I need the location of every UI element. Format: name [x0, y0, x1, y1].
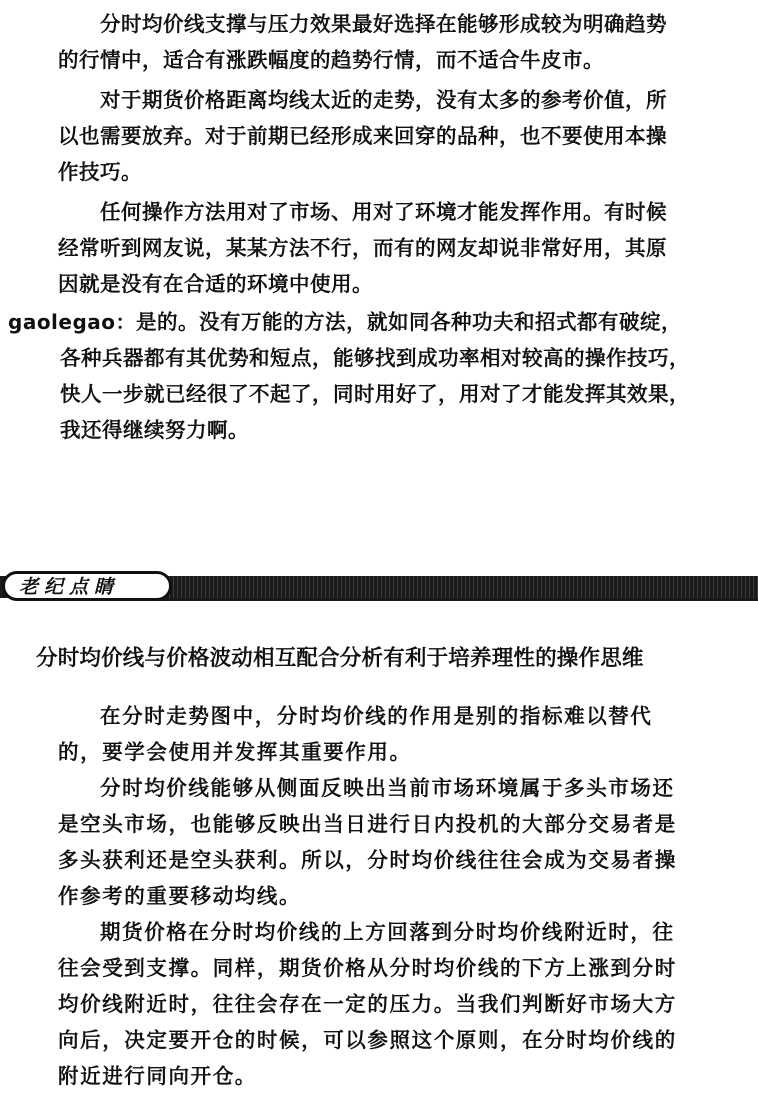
text-line: 往会受到支撑。同样，期货价格从分时均价线的下方上涨到分时 [58, 956, 677, 980]
text-line: 任何操作方法用对了市场、用对了环境才能发挥作用。有时候 [100, 200, 667, 224]
text-line: 多头获利还是空头获利。所以，分时均价线往往会成为交易者操 [58, 848, 677, 872]
text-line: 我还得继续努力啊。 [60, 418, 249, 442]
text-line: 是空头市场，也能够反映出当日进行日内投机的大部分交易者是 [58, 812, 677, 836]
text-line: 的，要学会使用并发挥其重要作用。 [58, 740, 412, 764]
text-line: 以也需要放弃。对于前期已经形成来回穿的品种，也不要使用本操 [58, 124, 667, 148]
text-line: 是的。没有万能的方法，就如同各种功夫和招式都有破绽， [136, 310, 683, 334]
banner-label-tag [2, 571, 172, 601]
speaker-name: gaolegao： [8, 310, 137, 334]
banner-striped-bar [150, 576, 758, 598]
text-line: 均价线附近时，往往会存在一定的压力。当我们判断好市场大方 [58, 992, 677, 1016]
paragraph-market-reflection [58, 770, 677, 914]
paragraph-irreplaceable [58, 698, 653, 770]
text-line: 对于期货价格距离均线太近的走势，没有太多的参考价值，所 [100, 88, 667, 112]
banner-label: 老纪点睛 [19, 576, 120, 598]
paragraph-right-environment [58, 194, 667, 302]
text-line: 作技巧。 [58, 160, 142, 184]
text-line: 分时均价线支撑与压力效果最好选择在能够形成较为明确趋势 [100, 12, 667, 36]
reply-first-line [8, 304, 690, 340]
paragraph-support-pressure [58, 6, 667, 78]
reply-gaolegao [8, 304, 690, 448]
text-line: 各种兵器都有其优势和短点，能够找到成功率相对较高的操作技巧， [60, 346, 690, 370]
section-banner [0, 567, 758, 609]
text-line: 快人一步就已经很了不起了，同时用好了，用对了才能发挥其效果， [60, 382, 690, 406]
text-line: 向后，决定要开仓的时候，可以参照这个原则，在分时均价线的 [58, 1028, 677, 1052]
text-line: 在分时走势图中，分时均价线的作用是别的指标难以替代 [100, 704, 653, 728]
section-heading: 分时均价线与价格波动相互配合分析有利于培养理性的操作思维 [36, 646, 644, 671]
text-line: 经常听到网友说，某某方法不行，而有的网友却说非常好用，其原 [58, 236, 667, 260]
text-line: 的行情中，适合有涨跌幅度的趋势行情，而不适合牛皮市。 [58, 48, 604, 72]
text-line: 因就是没有在合适的环境中使用。 [58, 272, 373, 296]
text-line: 分时均价线能够从侧面反映出当前市场环境属于多头市场还 [100, 776, 675, 800]
paragraph-too-close [58, 82, 667, 190]
text-line: 附近进行同向开仓。 [58, 1064, 257, 1088]
text-line: 作参考的重要移动均线。 [58, 884, 302, 908]
paragraph-support-open-position [58, 914, 677, 1094]
text-line: 期货价格在分时均价线的上方回落到分时均价线附近时，往 [100, 920, 675, 944]
